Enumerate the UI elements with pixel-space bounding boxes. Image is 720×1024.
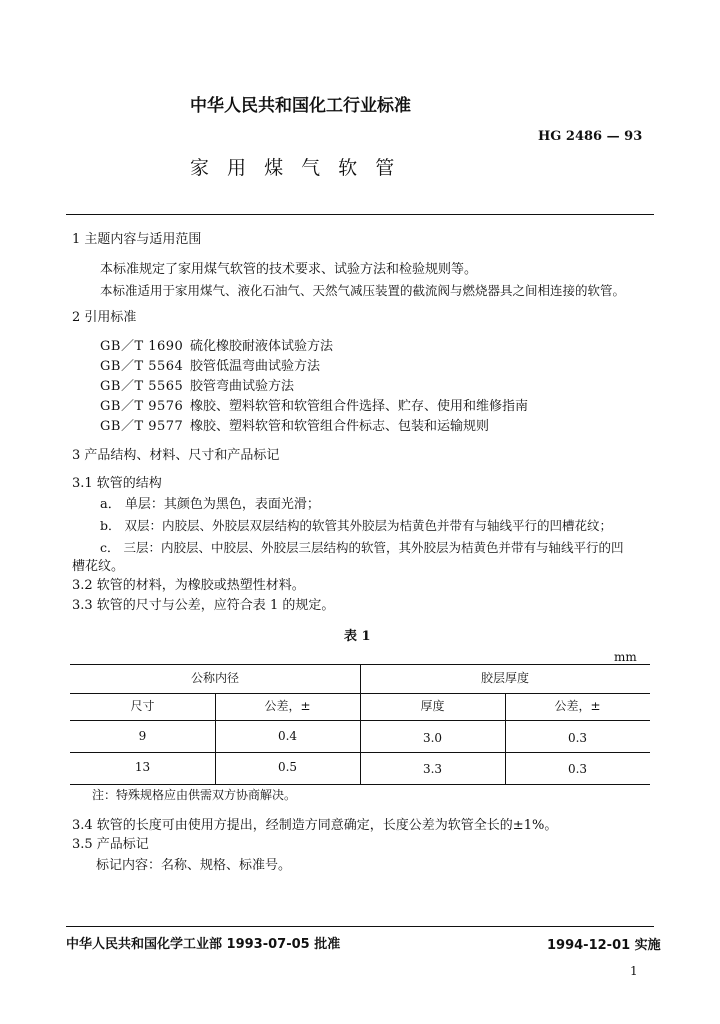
reference-item (100, 359, 320, 375)
structure-item-a: a． 单层：其颜色为黑色，表面光滑； (100, 497, 320, 512)
table-bottom-border (70, 784, 650, 785)
reference-code: GB／T 1690 (100, 339, 184, 354)
section-3-heading: 3 产品结构、材料、尺寸和产品标记 (72, 448, 280, 463)
table-column-header: 公差，± (554, 699, 601, 713)
page-number: 1 (630, 964, 638, 978)
section-1-paragraph-2: 本标准适用于家用煤气、液化石油气、天然气减压装置的截流阀与燃烧器具之间相连接的软管。 (100, 283, 626, 298)
reference-item (100, 379, 294, 395)
structure-item-b: b． 双层：内胶层、外胶层双层结构的软管其外胶层为桔黄色并带有与轴线平行的凹槽花纹； (100, 518, 612, 533)
table-column-header: 尺寸 (130, 699, 155, 713)
structure-item-c-continued: 槽花纹。 (72, 559, 125, 574)
section-3-2: 3.2 软管的材料，为橡胶或热塑性材料。 (72, 578, 305, 593)
table-column-header: 公差，± (264, 699, 311, 713)
table-cell: 3.3 (422, 762, 443, 776)
table-cell: 3.0 (422, 731, 443, 745)
table-group-header: 公称内径 (190, 671, 239, 685)
section-1-paragraph-1: 本标准规定了家用煤气软管的技术要求、试验方法和检验规则等。 (100, 262, 478, 277)
issuing-body: 中华人民共和国化工行业标准 (190, 96, 411, 116)
table-note: 注：特殊规格应由供需双方协商解决。 (92, 788, 297, 802)
approval-statement: 中华人民共和国化学工业部 1993-07-05 批准 (66, 937, 341, 952)
reference-title: 橡胶、塑料软管和软管组合件选择、贮存、使用和维修指南 (190, 399, 529, 414)
reference-code: GB／T 5564 (100, 359, 184, 374)
table-group-header: 胶层厚度 (480, 671, 529, 685)
header-rule (66, 214, 654, 215)
structure-item-c: c． 三层：内胶层、中胶层、外胶层三层结构的软管，其外胶层为桔黄色并带有与轴线平行的凹 (100, 540, 624, 555)
footer-rule (66, 926, 654, 927)
document-title: 家 用 煤 气 软 管 (190, 157, 401, 179)
reference-code: GB／T 9576 (100, 399, 184, 414)
reference-title: 硫化橡胶耐液体试验方法 (190, 339, 334, 354)
section-3-4: 3.4 软管的长度可由使用方提出，经制造方同意确定，长度公差为软管全长的±1%。 (72, 818, 558, 833)
table-unit: mm (614, 650, 637, 664)
table-column-header: 厚度 (420, 699, 445, 713)
reference-item (100, 419, 489, 435)
table-caption: 表 1 (344, 629, 371, 644)
reference-code: GB／T 5565 (100, 379, 184, 394)
reference-title: 胶管低温弯曲试验方法 (190, 359, 321, 374)
table-cell: 13 (134, 760, 151, 774)
table-cell: 9 (138, 729, 147, 743)
table-cell: 0.3 (567, 762, 588, 776)
table-cell: 0.3 (567, 731, 588, 745)
reference-item (100, 399, 528, 415)
section-3-5-text: 标记内容：名称、规格、标准号。 (96, 858, 292, 873)
section-1-heading: 1 主题内容与适用范围 (72, 232, 202, 247)
section-2-heading: 2 引用标准 (72, 310, 137, 325)
reference-code: GB／T 9577 (100, 419, 184, 434)
table-cell: 0.4 (277, 729, 298, 743)
reference-title: 橡胶、塑料软管和软管组合件标志、包装和运输规则 (190, 419, 490, 434)
section-3-3: 3.3 软管的尺寸与公差，应符合表 1 的规定。 (72, 598, 335, 613)
standard-code: HG 2486 — 93 (538, 129, 643, 144)
table-cell: 0.5 (277, 760, 298, 774)
section-3-5-heading: 3.5 产品标记 (72, 837, 149, 852)
implementation-date: 1994-12-01 实施 (547, 938, 661, 953)
section-3-1-heading: 3.1 软管的结构 (72, 476, 162, 491)
reference-title: 胶管弯曲试验方法 (190, 379, 295, 394)
reference-item (100, 339, 333, 355)
